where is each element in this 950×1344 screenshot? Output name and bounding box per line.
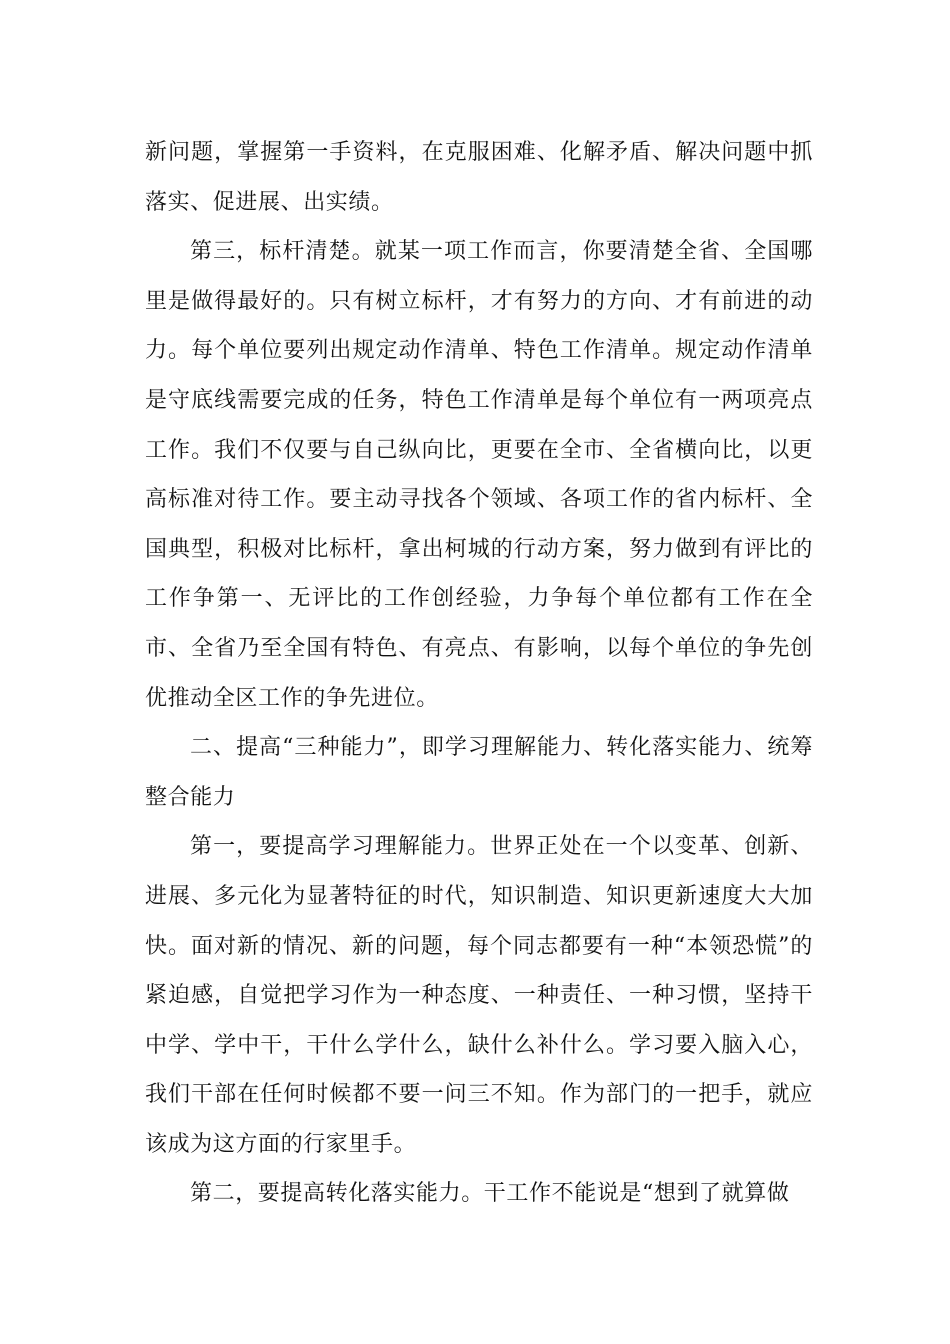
section-heading-three-abilities: 二、提高“三种能力”，即学习理解能力、转化落实能力、统筹整合能力 (145, 735, 813, 810)
document-body (145, 128, 813, 1219)
paragraph-implementation-ability: 第二，要提高转化落实能力。干工作不能说是“想到了就算做 (190, 1181, 790, 1207)
paragraph-benchmark: 第三，标杆清楚。就某一项工作而言，你要清楚全省、全国哪里是做得最好的。只有树立标杆，才有努力的方向、才有前进的动力。每个单位要列出规定动作清单、特色工作清单。规定动作清单是守底线需要完成的任务，特色工作清单是每个单位有一两项亮点工作。我们不仅要与自己纵向比，更要在全市、全省横向比，以更高标准对待工作。要主动寻找各个领域、各项工作的省内标杆、全国典型，积极对比标杆，拿出柯城的行动方案，努力做到有评比的工作争第一、无评比的工作创经验，力争每个单位都有工作在全市、全省乃至全国有特色、有亮点、有影响，以每个单位的争先创优推动全区工作的争先进位。 (145, 239, 813, 711)
paragraph-learning-ability: 第一，要提高学习理解能力。世界正处在一个以变革、创新、进展、多元化为显著特征的时代，知识制造、知识更新速度大大加快。面对新的情况、新的问题，每个同志都要有一种“本领恐慌”的紧迫感，自觉把学习作为一种态度、一种责任、一种习惯，坚持干中学、学中干，干什么学什么，缺什么补什么。学习要入脑入心，我们干部在任何时候都不要一问三不知。作为部门的一把手，就应该成为这方面的行家里手。 (145, 834, 813, 1157)
paragraph-continuation: 新问题，掌握第一手资料，在克服困难、化解矛盾、解决问题中抓落实、促进展、出实绩。 (145, 140, 813, 215)
